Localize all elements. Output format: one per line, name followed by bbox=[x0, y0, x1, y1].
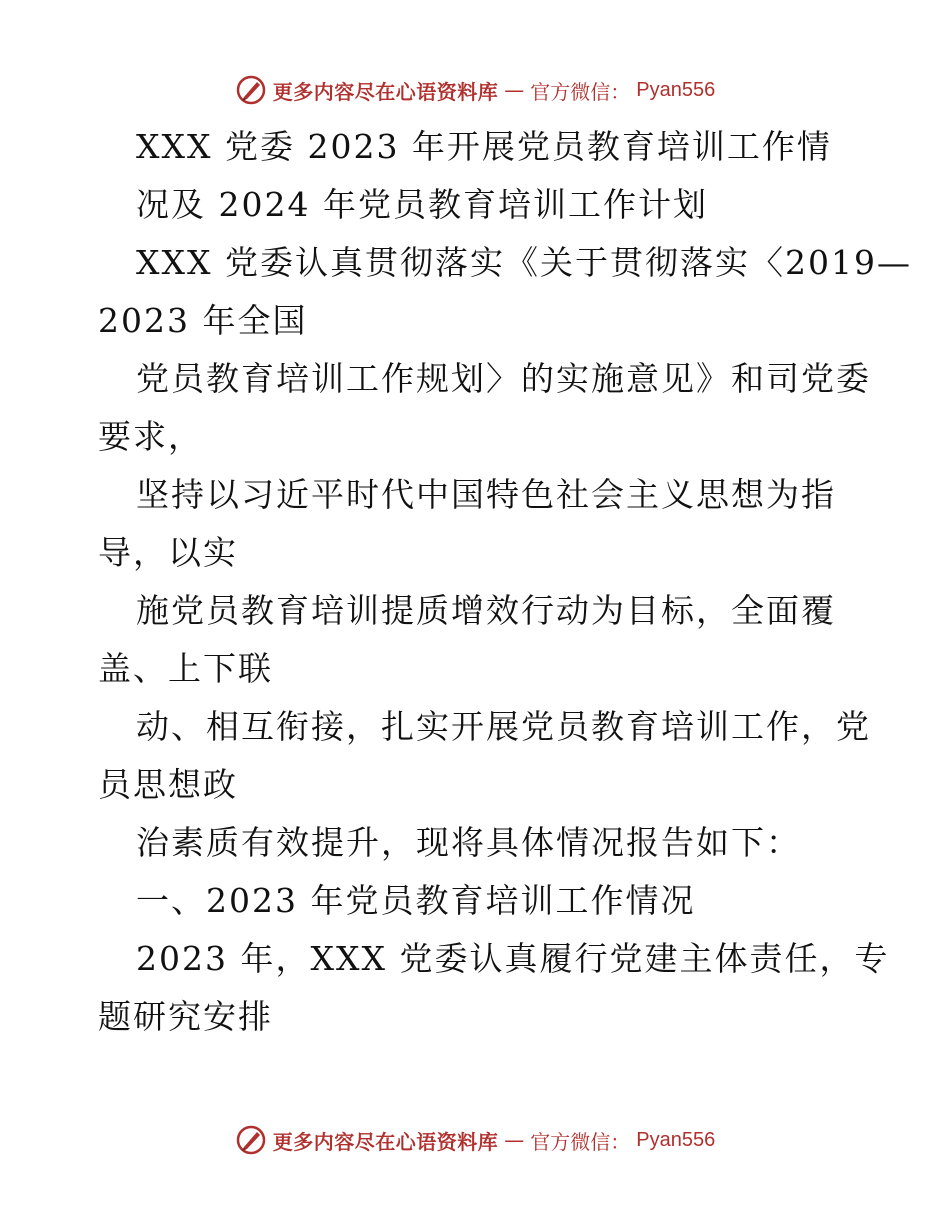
quill-pen-logo-icon bbox=[235, 1124, 267, 1156]
document-line: 盖、上下联 bbox=[98, 649, 273, 688]
watermark-site: 更多内容尽在心语资料库 bbox=[272, 1129, 499, 1154]
watermark-sub: 官方微信： bbox=[530, 79, 631, 104]
quill-pen-logo-icon bbox=[235, 74, 267, 106]
document-line: 2023 年全国 bbox=[98, 301, 308, 340]
document-line: 动、相互衔接，扎实开展党员教育培训工作，党 bbox=[136, 707, 871, 746]
watermark-site: 更多内容尽在心语资料库 bbox=[272, 79, 499, 104]
document-line: 题研究安排 bbox=[98, 997, 273, 1036]
document-line: 员思想政 bbox=[98, 765, 238, 804]
watermark-handle: Pyan556 bbox=[636, 78, 716, 101]
watermark-dash: — bbox=[504, 78, 525, 102]
document-line: 导，以实 bbox=[98, 533, 238, 572]
footer-watermark bbox=[0, 1120, 950, 1160]
header-watermark bbox=[0, 70, 950, 110]
document-line: 治素质有效提升，现将具体情况报告如下： bbox=[136, 823, 801, 862]
watermark-handle: Pyan556 bbox=[636, 1128, 716, 1151]
document-line: 况及 2024 年党员教育培训工作计划 bbox=[136, 185, 708, 224]
document-line: 2023 年，XXX 党委认真履行党建主体责任，专 bbox=[136, 939, 890, 978]
document-line: 一、2023 年党员教育培训工作情况 bbox=[136, 881, 696, 920]
watermark-dash: — bbox=[504, 1128, 525, 1152]
watermark-sub: 官方微信： bbox=[530, 1129, 631, 1154]
document-line: XXX 党委认真贯彻落实《关于贯彻落实〈2019— bbox=[136, 243, 912, 282]
document-line: 坚持以习近平时代中国特色社会主义思想为指 bbox=[136, 475, 836, 514]
document-line: 要求， bbox=[98, 417, 203, 456]
document-line: 施党员教育培训提质增效行动为目标，全面覆 bbox=[136, 591, 836, 630]
document-line: 党员教育培训工作规划〉的实施意见》和司党委 bbox=[136, 359, 871, 398]
document-body bbox=[98, 118, 912, 1046]
document-line: XXX 党委 2023 年开展党员教育培训工作情 bbox=[136, 127, 832, 166]
